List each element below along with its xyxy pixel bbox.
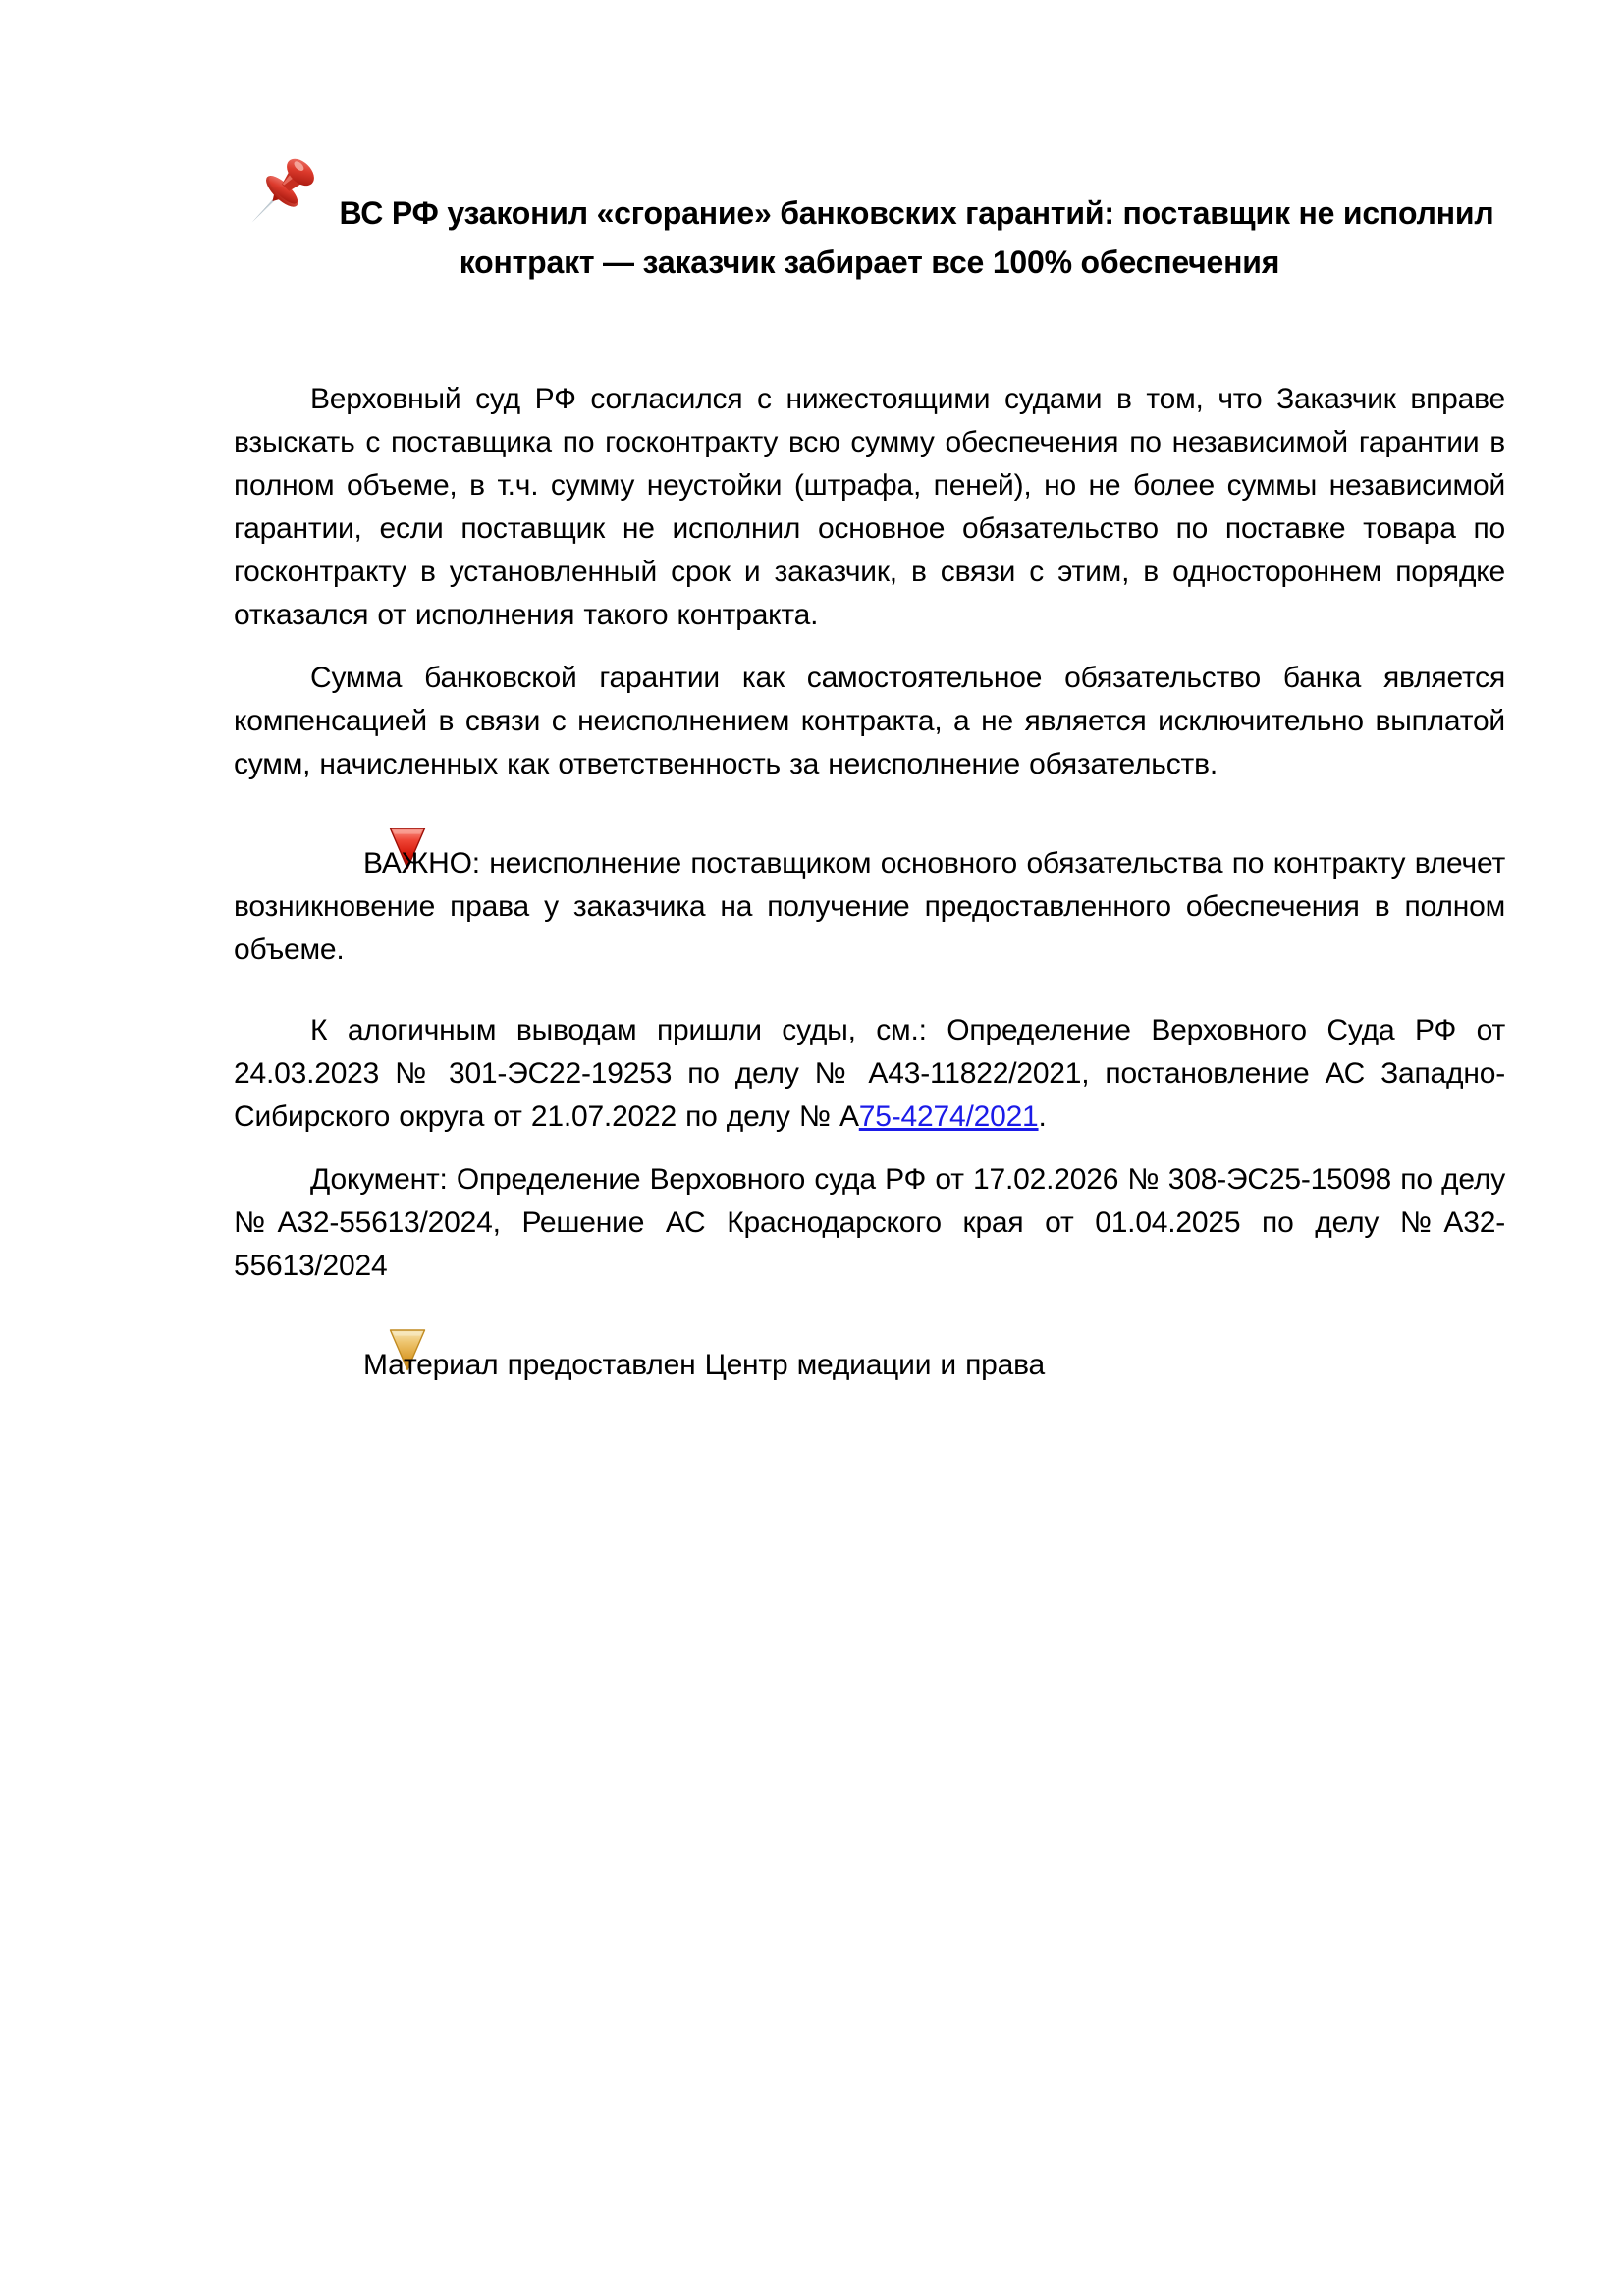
title-text-line-2: контракт — заказчик забирает все 100% обеспечения xyxy=(459,244,1280,280)
red-down-triangle-icon xyxy=(310,826,352,871)
paragraph-important xyxy=(234,826,1505,972)
document-title xyxy=(234,155,1505,287)
paragraph-document-refs: Документ: Определение Верховного суда РФ от 17.02.2026 № 308-ЭС25-15098 по делу №А32-55613/2024, Решение АС Краснодарского края от 01.04.2025 по делу №А32-55613/2024 xyxy=(234,1163,1505,1282)
source-credit-text: Материал предоставлен Центр медиации и права xyxy=(363,1349,1046,1381)
paragraph-ruling-summary: Верховный суд РФ согласился с нижестоящими судами в том, что Заказчик вправе взыскать с поставщика по госконтракту всю сумму обеспечения по независимой гарантии в полном объеме, в т.ч. сумму неустойки (штрафа, пеней), но не более суммы независимой гарантии, если поставщик не исполнил основное обязательство по поставке товара по госконтракту в установленный срок и заказчик, в связи с этим, в одностороннем порядке отказался от исполнения такого контракта. xyxy=(234,383,1505,631)
gold-down-triangle-icon xyxy=(310,1327,352,1372)
similar-rulings-text: К алогичным выводам пришли суды, см.: Определение Верховного Суда РФ от 24.03.2023 № 301-ЭС22-19253 по делу № А43-11822/2021, постановление АС Западно-Сибирского округа от 21.07.2022 по делу № А xyxy=(234,1014,1505,1133)
similar-rulings-text-end: . xyxy=(1038,1100,1047,1133)
important-text: ВАЖНО: неисполнение поставщиком основного обязательства по контракту влечет возникновение права у заказчика на получение предоставленного обеспечения в полном объеме. xyxy=(234,847,1505,966)
paragraph-similar-rulings xyxy=(234,1009,1505,1139)
pushpin-icon xyxy=(245,155,324,232)
paragraph-guarantee-nature: Сумма банковской гарантии как самостоятельное обязательство банка является компенсацией в связи с неисполнением контракта, а не является исключительно выплатой сумм, начисленных как ответственность за неисполнение обязательств. xyxy=(234,662,1505,780)
case-number-link[interactable]: 75-4274/2021 xyxy=(858,1100,1039,1133)
paragraph-source-credit xyxy=(234,1327,1505,1387)
title-line-1-wrap xyxy=(234,155,1505,238)
title-text-line-1: ВС РФ узаконил «сгорание» банковских гарантий: поставщик не исполнил xyxy=(339,195,1494,231)
